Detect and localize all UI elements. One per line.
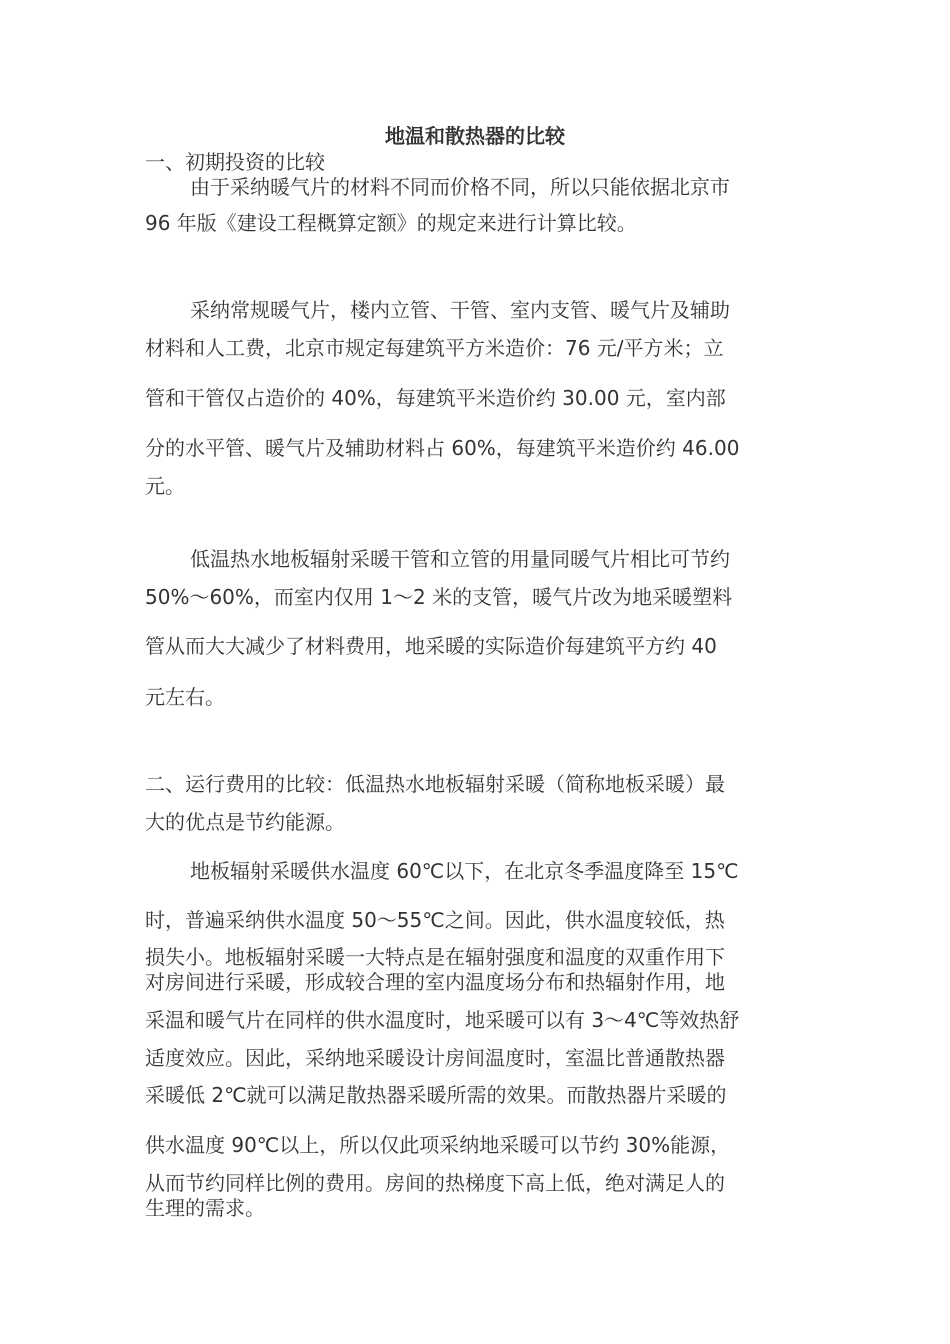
paragraph-line: 大的优点是节约能源。 [145,810,345,834]
paragraph-line: 对房间进行采暖，形成较合理的室内温度场分布和热辐射作用，地 [145,970,725,994]
paragraph-line: 管和干管仅占造价的 40%，每建筑平米造价约 30.00 元，室内部 [145,386,726,410]
paragraph-line: 50%～60%，而室内仅用 1～2 米的支管，暖气片改为地采暖塑料 [145,585,733,609]
paragraph-line: 适度效应。因此，采纳地采暖设计房间温度时，室温比普通散热器 [145,1046,725,1070]
paragraph-line: 从而节约同样比例的费用。房间的热梯度下高上低，绝对满足人的 [145,1171,725,1195]
paragraph-line: 生理的需求。 [145,1196,265,1220]
paragraph-line: 元左右。 [145,685,225,709]
paragraph-line: 时，普遍采纳供水温度 50～55℃之间。因此，供水温度较低，热 [145,908,725,932]
paragraph-line: 低温热水地板辐射采暖干管和立管的用量同暖气片相比可节约 [190,547,730,571]
paragraph-line: 采暖低 2℃就可以满足散热器采暖所需的效果。而散热器片采暖的 [145,1083,727,1107]
paragraph-line: 96 年版《建设工程概算定额》的规定来进行计算比较。 [145,211,637,235]
paragraph-line: 采纳常规暖气片，楼内立管、干管、室内支管、暖气片及辅助 [190,298,730,322]
paragraph-line: 供水温度 90℃以上，所以仅此项采纳地采暖可以节约 30%能源， [145,1133,731,1157]
paragraph-line: 管从而大大减少了材料费用，地采暖的实际造价每建筑平方约 40 [145,634,717,658]
document-title: 地温和散热器的比较 [385,124,565,148]
section-heading-initial-investment: 一、初期投资的比较 [145,150,325,174]
paragraph-line: 材料和人工费，北京市规定每建筑平方米造价：76 元/平方米；立 [145,336,724,360]
paragraph-line: 损失小。地板辐射采暖一大特点是在辐射强度和温度的双重作用下 [145,945,725,969]
paragraph-line: 元。 [145,474,185,498]
paragraph-line: 分的水平管、暖气片及辅助材料占 60%，每建筑平米造价约 46.00 [145,436,740,460]
paragraph-line: 由于采纳暖气片的材料不同而价格不同，所以只能依据北京市 [190,175,730,199]
paragraph-line: 采温和暖气片在同样的供水温度时，地采暖可以有 3～4℃等效热舒 [145,1008,740,1032]
paragraph-line: 地板辐射采暖供水温度 60℃以下，在北京冬季温度降至 15℃ [190,859,739,883]
section-heading-operating-cost: 二、运行费用的比较：低温热水地板辐射采暖（简称地板采暖）最 [145,772,725,796]
